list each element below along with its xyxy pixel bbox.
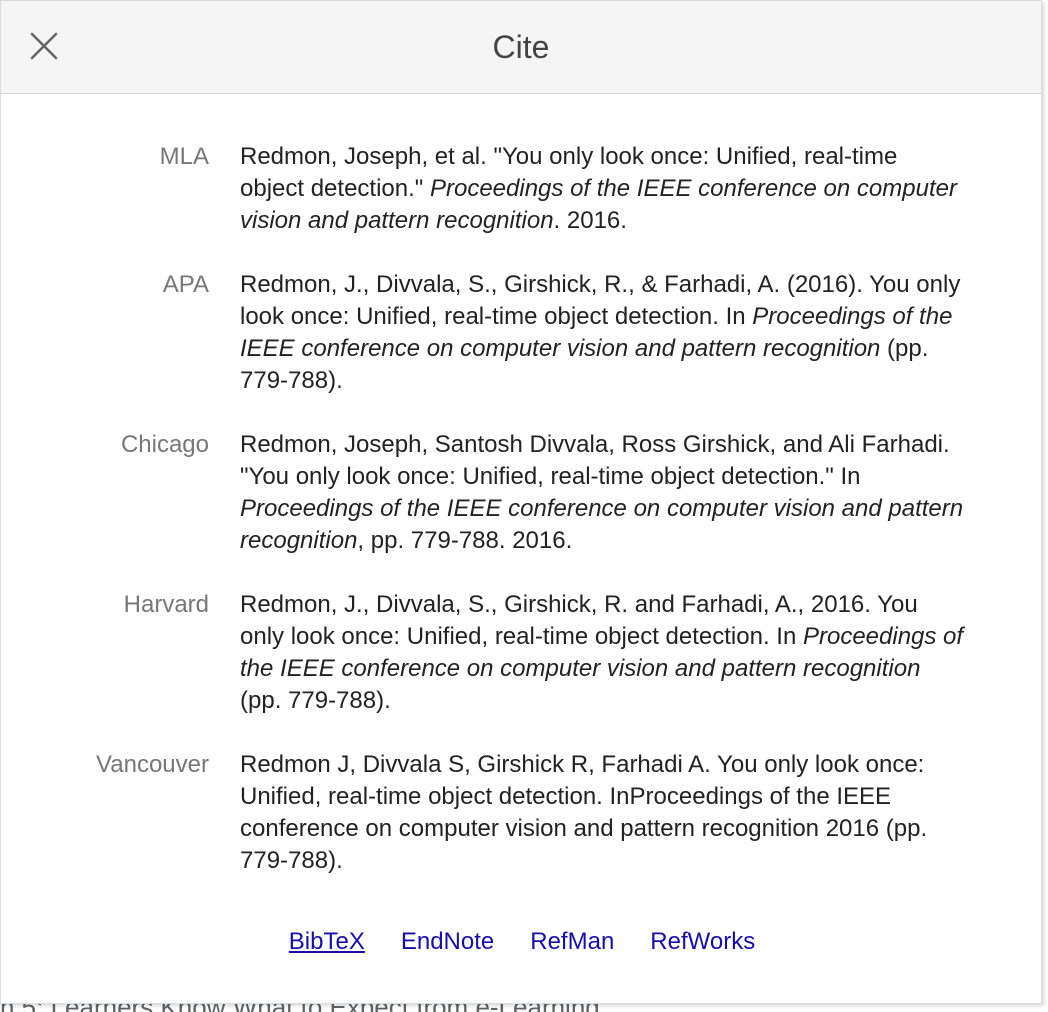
citation-text[interactable]	[240, 141, 965, 237]
citation-style-label: Harvard	[123, 591, 209, 618]
export-link-refman[interactable]: RefMan	[530, 928, 615, 955]
citation-text-part: Redmon J, Divvala S, Girshick R, Farhadi A. You only look once: Unified, real-time object detection. InProceedings of the IEEE conference on computer vision and pattern recognition 2016 (pp. 779-788).	[240, 751, 928, 874]
export-link-bibtex[interactable]: BibTeX	[288, 928, 365, 955]
citation-text-part: Redmon, J., Divvala, S., Girshick, R., & Farhadi, A. (2016). You only look once: Unified, real-time object detection. In	[240, 271, 961, 330]
citation-text-part: (pp. 779-788).	[240, 335, 929, 394]
citation-text-part: Redmon, Joseph, et al. "You only look once: Unified, real-time object detection."	[240, 143, 898, 202]
citation-text-part: Redmon, Joseph, Santosh Divvala, Ross Girshick, and Ali Farhadi. "You only look once: Unified, real-time object detection." In	[240, 431, 950, 490]
export-link-refworks[interactable]: RefWorks	[650, 928, 756, 955]
citation-style-label: MLA	[159, 143, 209, 170]
citation-text[interactable]	[240, 269, 965, 397]
citation-source-title: Proceedings of the IEEE conference on computer vision and pattern recognition	[240, 495, 964, 554]
citation-source-title: Proceedings of the IEEE conference on computer vision and pattern recognition	[240, 175, 957, 234]
citation-text[interactable]	[240, 589, 965, 717]
citation-source-title: Proceedings of the IEEE conference on computer vision and pattern recognition	[240, 623, 964, 682]
citation-list	[1, 141, 1043, 909]
citation-style-label: APA	[162, 271, 209, 298]
citation-text-part: . 2016.	[553, 207, 627, 234]
citation-row-mla	[1, 141, 1043, 237]
citation-row-apa	[1, 269, 1043, 397]
citation-text[interactable]	[240, 749, 965, 877]
citation-text[interactable]	[240, 429, 965, 557]
citation-text-part: Redmon, J., Divvala, S., Girshick, R. and Farhadi, A., 2016. You only look once: Unified, real-time object detection. In	[240, 591, 918, 650]
citation-style-label: Vancouver	[96, 751, 209, 778]
citation-text-part: (pp. 779-788).	[240, 687, 391, 714]
citation-text-part: , pp. 779-788. 2016.	[357, 527, 573, 554]
citation-style-label: Chicago	[120, 431, 209, 458]
citation-row-chicago	[1, 429, 1043, 557]
citation-row-vancouver	[1, 749, 1043, 877]
dialog-header	[1, 1, 1041, 94]
citation-source-title: Proceedings of the IEEE conference on computer vision and pattern recognition	[240, 303, 953, 362]
dialog-title: Cite	[492, 29, 550, 65]
citation-row-harvard	[1, 589, 1043, 717]
export-link-endnote[interactable]: EndNote	[400, 928, 495, 955]
export-links	[1, 925, 1043, 959]
